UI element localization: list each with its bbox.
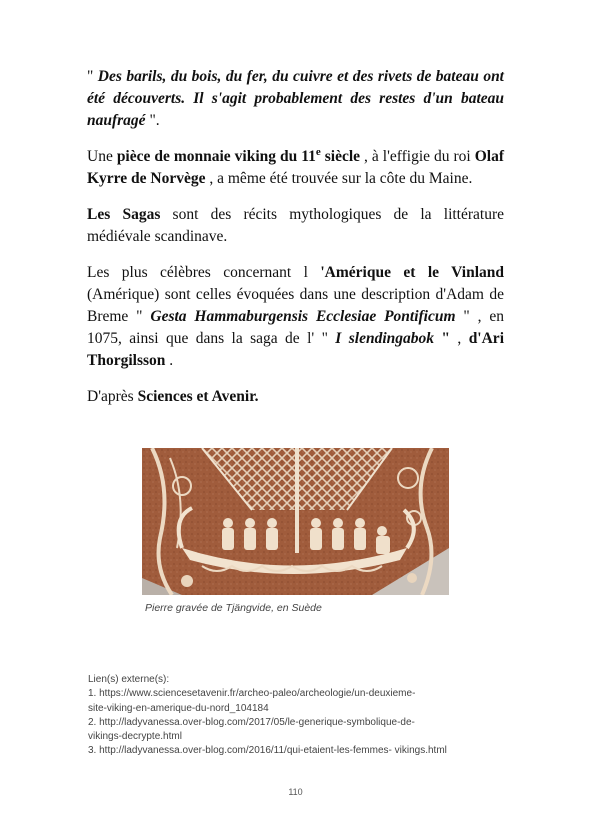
p4-bold-italic-gesta: Gesta Hammaburgensis Ecclesiae Pontificum [150, 308, 456, 325]
link-1-part-1[interactable]: 1. https://www.sciencesetavenir.fr/archeo-paleo/archeologie/un-deuxieme- [88, 688, 416, 700]
p2-superscript: e [315, 146, 321, 158]
page-number: 110 [288, 787, 303, 797]
p3-text: sont des récits mythologiques de la littérature médiévale scandinave. [87, 206, 505, 245]
external-links [88, 673, 518, 759]
quote-text: Des barils, du bois, du fer, du cuivre et des rivets de bateau ont été découverts. Il s'agit probablement des restes d'un bateau naufragé [87, 68, 504, 129]
quote-open: " [87, 68, 98, 85]
p4-bold-italic-islendingabok: I slendingabok [335, 330, 434, 347]
p2-text-3: , a même été trouvée sur la côte du Maine. [205, 170, 473, 187]
p4-bold-quote: " [434, 330, 451, 347]
link-2-part-2[interactable]: vikings-decrypte.html [88, 731, 182, 743]
links-heading: Lien(s) externe(s): [88, 674, 170, 685]
p4-text-4: , [450, 330, 469, 347]
p5-text: D'après [87, 388, 138, 405]
link-3[interactable]: 3. http://ladyvanessa.over-blog.com/2016/11/qui-etaient-les-femmes- vikings.html [88, 745, 447, 757]
p2-bold-king: Olaf Kyrre de Norvège [87, 148, 504, 187]
paragraph-coin [87, 146, 504, 190]
runestone-photo [142, 448, 449, 595]
p4-text-3: " , en 1075, ainsi que dans la saga de l' " [87, 308, 504, 347]
paragraph-source [87, 386, 504, 408]
paragraph-sagas [87, 204, 504, 248]
p4-bold-vinland: 'Amérique et le Vinland [320, 264, 505, 281]
paragraph-quote [87, 66, 504, 132]
link-1-part-2[interactable]: site-viking-en-amerique-du-nord_104184 [88, 702, 269, 714]
p4-bold-ari: d'Ari Thorgilsson [87, 330, 504, 369]
link-2-part-1[interactable]: 2. http://ladyvanessa.over-blog.com/2017/05/le-generique-symbolique-de- [88, 716, 415, 728]
p5-bold-source: Sciences et Avenir. [137, 388, 259, 405]
p2-text-2: , à l'effigie du roi [360, 148, 475, 165]
paragraph-vinland [87, 262, 504, 372]
p3-bold-sagas: Les Sagas [87, 206, 161, 223]
p4-text-2: (Amérique) sont celles évoquées dans une description d'Adam de Breme " [87, 286, 504, 325]
p2-bold-coin: pièce de monnaie viking du 11 [116, 148, 316, 165]
figure-caption: Pierre gravée de Tjängvide, en Suède [145, 602, 322, 614]
runestone-image [142, 448, 449, 595]
quote-close: ". [145, 112, 160, 129]
p2-text-1: Une [87, 148, 117, 165]
p4-text-1: Les plus célèbres concernant l [87, 264, 321, 281]
p4-text-5: . [165, 352, 174, 369]
page-content [87, 66, 504, 422]
p2-bold-century: siècle [320, 148, 361, 165]
